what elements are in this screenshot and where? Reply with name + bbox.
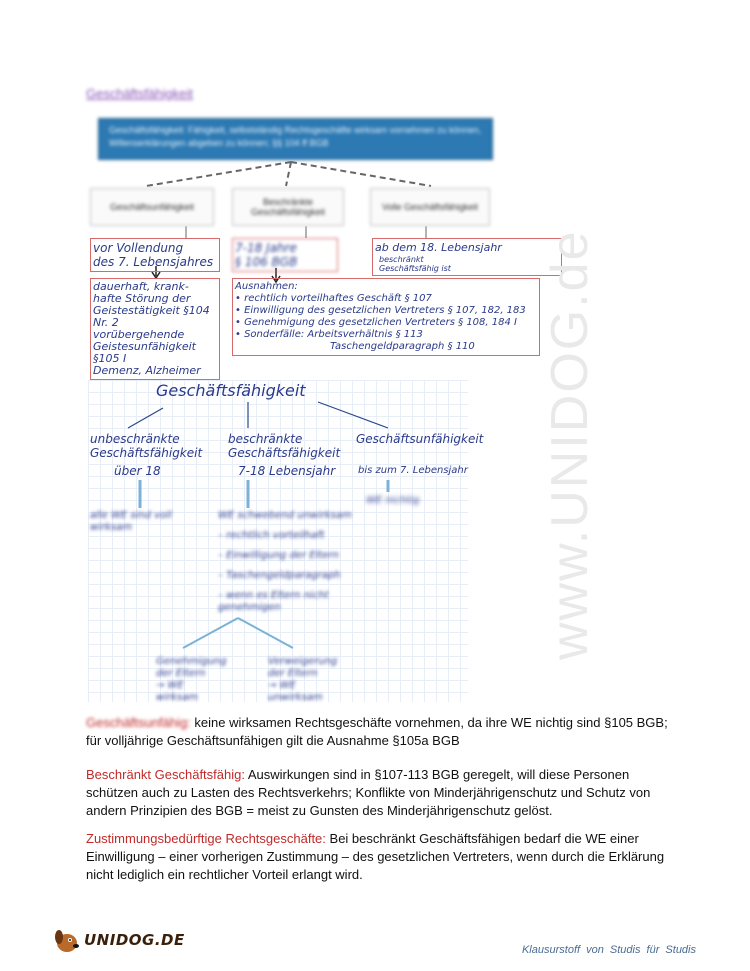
note-line: Demenz, Alzheimer [93, 364, 201, 377]
note-line: Geistestätigkeit §104 Nr. 2 [93, 304, 210, 329]
leaf-result: → WE wirksam [156, 680, 198, 703]
note-line: • Einwilligung des gesetzlichen Vertreters § 107, 182, 183 [235, 305, 526, 316]
term-label: Geschäftsunfähig: [86, 715, 191, 730]
node-unfaehig-detail: WE nichtig [366, 495, 420, 506]
note-line: Geistesunfähigkeit [93, 340, 196, 353]
leaf-title: Verweigerung der Eltern [268, 656, 338, 679]
node-unbeschraenkt-title: unbeschränkte Geschäftsfähigkeit [90, 432, 203, 460]
node-beschraenkt-title: beschränkte Geschäftsfähigkeit [228, 432, 341, 460]
note-line: 7-18 Jahre [235, 241, 297, 255]
note-line: • Sonderfälle: Arbeitsverhältnis § 113 [235, 329, 423, 340]
paragraph-zustimmung [86, 830, 678, 884]
note-unfaehig-reasons [90, 278, 220, 380]
definition-box: Geschäftsfähigkeit: Fähigkeit, selbstständig Rechtsgeschäfte wirksam vornehmen zu können, Willenserklärungen abgeben zu können; §§ 104 ff BGB [98, 118, 493, 160]
branch-volle-geschaeftsfaehigkeit: Volle Geschäftsfähigkeit [370, 188, 490, 226]
node-item: – Taschengeldparagraph [218, 570, 341, 581]
leaf-genehmigung [156, 656, 226, 704]
paragraph-geschaeftsunfaehig [86, 714, 678, 750]
note-line: dauerhaft, krank- [93, 280, 189, 293]
note-line: Ausnahmen: [235, 281, 298, 292]
leaf-result: → WE unwirksam [268, 680, 323, 703]
note-line: hafte Störung der [93, 292, 191, 305]
note-line: vor Vollendung [93, 241, 184, 255]
note-aside [379, 255, 451, 273]
note-line: • Genehmigung des gesetzlichen Vertreters § 108, 184 I [235, 317, 517, 328]
note-unfaehig-age [90, 238, 220, 272]
note-line: § 106 BGB [235, 255, 298, 269]
note-beschraenkt-age [232, 238, 338, 272]
dog-mascot-icon [52, 926, 82, 954]
node-unfaehig-range: bis zum 7. Lebensjahr [358, 465, 468, 476]
footer-logo [52, 926, 185, 954]
handwritten-mindmap [88, 380, 484, 703]
page-title: Geschäftsfähigkeit [86, 86, 193, 101]
note-line: Taschengeldparagraph § 110 [330, 341, 475, 352]
footer-slogan: Klausurstoff von Studis für Studis [521, 944, 696, 956]
node-unbeschraenkt-detail: alle WE sind voll wirksam [90, 510, 172, 533]
note-line: §105 I [93, 352, 127, 365]
note-exceptions [232, 278, 540, 356]
note-line: beschränkt [379, 255, 424, 264]
logo-text: UNIDOG.DE [84, 931, 185, 949]
branch-geschaeftsunfaehigkeit: Geschäftsunfähigkeit [90, 188, 214, 226]
mindmap-root: Geschäftsfähigkeit [156, 381, 306, 400]
watermark: www.UNIDOG.de [541, 229, 599, 660]
paragraph-text: keine wirksamen Rechtsgeschäfte vornehmen, da ihre WE nichtig sind §105 BGB; für volljährige Geschäftsunfähigen gilt die Ausnahme §105a BGB [86, 715, 668, 748]
term-label: Beschränkt Geschäftsfähig: [86, 767, 245, 782]
leaf-verweigerung [268, 656, 348, 704]
node-unbeschraenkt-range: über 18 [114, 464, 161, 478]
paragraph-text: Auswirkungen sind in §107-113 BGB geregelt, will diese Personen schützen auch zu Lasten des Rechtsverkehrs; Konflikte von Minderjährigenschutz und Schutz von andern Prinzipien des BGB = meist zu Gunsten des Minderjährigenschutz gelöst. [86, 767, 651, 818]
note-voll-age [372, 238, 562, 276]
node-item: – rechtlich vorteilhaft [218, 530, 325, 541]
node-unfaehig-title: Geschäftsunfähigkeit [356, 432, 484, 446]
leaf-title: Genehmigung der Eltern [156, 656, 227, 679]
node-item: – Einwilligung der Eltern [218, 550, 339, 561]
node-detail: WE schwebend unwirksam [218, 510, 352, 521]
note-line: • rechtlich vorteilhaftes Geschäft § 107 [235, 293, 432, 304]
note-line: des 7. Lebensjahres [93, 255, 214, 269]
note-line: ab dem 18. Lebensjahr [375, 241, 502, 254]
note-line: Geschäftsfähig ist [379, 264, 451, 273]
node-beschraenkt-range: 7-18 Lebensjahr [238, 464, 336, 478]
geschaeftsfaehigkeit-overview-diagram [86, 108, 546, 377]
branch-beschraenkte-geschaeftsfaehigkeit: Beschränkte Geschäftsfähigkeit [232, 188, 344, 226]
node-item: – wenn es Eltern nicht genehmigen [218, 590, 329, 613]
note-line: vorübergehende [93, 328, 185, 341]
paragraph-text: Bei beschränkt Geschäftsfähigen bedarf die WE einer Einwilligung – einer vorherigen Zustimmung – des gesetzlichen Vertreters, wenn durch die Erklärung nicht lediglich ein rechtlicher Vorteil erlangt wird. [86, 831, 665, 882]
paragraph-beschraenkt [86, 766, 678, 820]
node-beschraenkt-detail-list [218, 510, 368, 614]
term-label: Zustimmungsbedürftige Rechtsgeschäfte: [86, 831, 326, 846]
